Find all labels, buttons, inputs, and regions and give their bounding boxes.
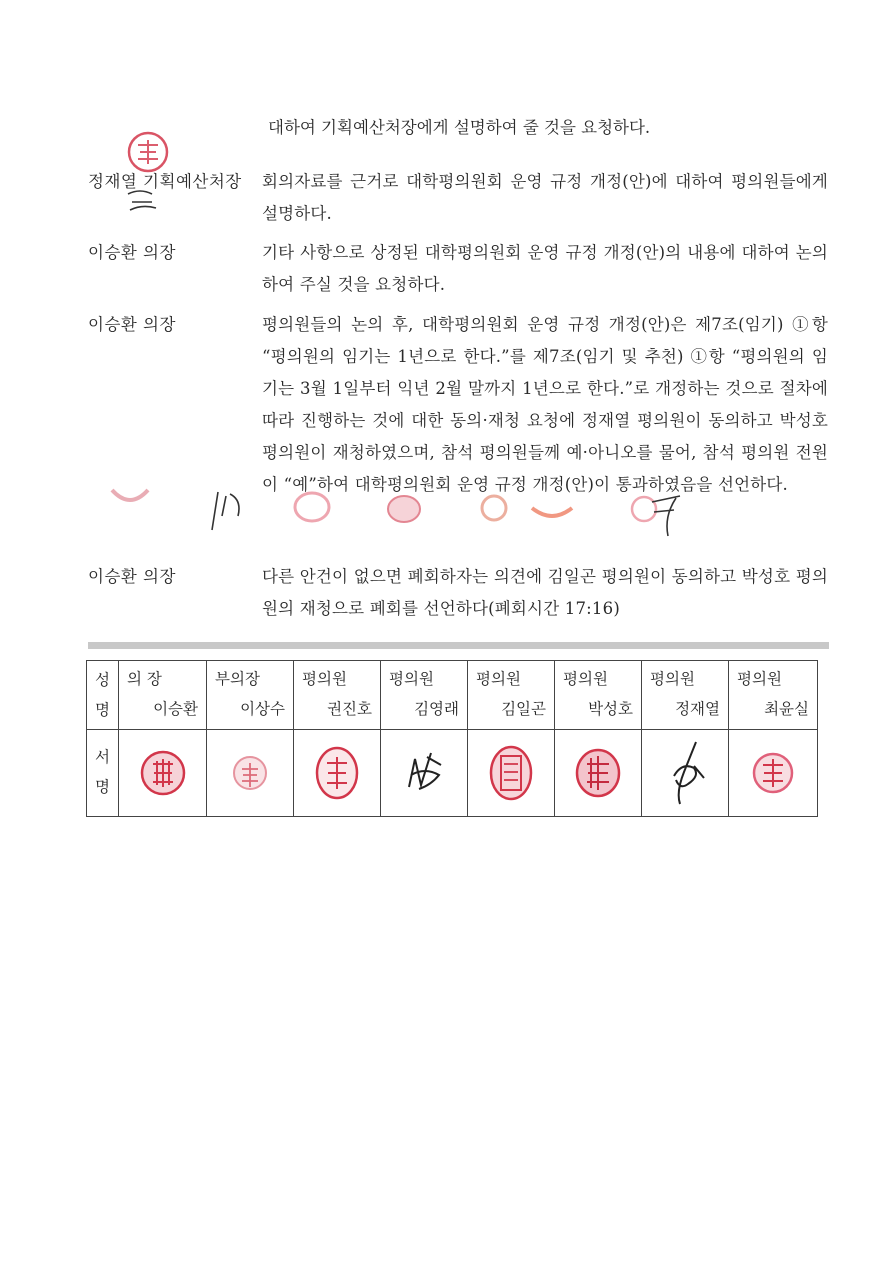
signature-cell	[207, 730, 294, 817]
entry-text: 회의자료를 근거로 대학평의원회 운영 규정 개정(안)에 대하여 평의원들에게 설명하다.	[262, 172, 828, 223]
member-cell	[119, 661, 207, 730]
signature-mark	[401, 745, 447, 801]
signature-row	[87, 730, 818, 817]
seal-stamp	[313, 745, 361, 801]
speaker-label: 이승환 의장	[88, 315, 176, 334]
speaker-label: 정재열 기획예산처장	[88, 172, 242, 191]
seal-stamp	[384, 492, 424, 526]
member-cell	[468, 661, 555, 730]
minutes-entry	[88, 309, 830, 549]
member-role: 부의장	[215, 670, 260, 688]
seal-stamp	[573, 746, 623, 800]
member-name: 김영래	[414, 700, 459, 718]
entry-text: 평의원들의 논의 후, 대학평의원회 운영 규정 개정(안)은 제7조(임기) ①항 “평의원의 임기는 1년으로 한다.”를 제7조(임기 및 추천) ①항 “평의원의 임기는 3월 1일부터 익년 2월 말까지 1년으로 한다.”로 개정하는 것으로 절차에 따라 진행하는 것에 대한 동의·재청 요청에 정재열 평의원이 동의하고 박성호 평의원이 재청하였으며, 참석 평의원들께 예·아니오를 물어, 참석 평의원 전원이 “예”하여 대학평의원회 운영 규정 개정(안)이 통과하였음을 선언하다.	[262, 315, 828, 494]
member-cell	[642, 661, 729, 730]
sign-header-cell	[87, 730, 119, 817]
entry-text: 다른 안건이 없으면 폐회하자는 의견에 김일곤 평의원이 동의하고 박성호 평의원의 재청으로 폐회를 선언하다(폐회시간 17:16)	[262, 567, 828, 618]
minutes-entry	[88, 561, 830, 627]
member-name: 최윤실	[764, 700, 809, 718]
seal-stamp	[292, 490, 332, 524]
seal-stamp	[139, 749, 187, 797]
signature-cell	[119, 730, 207, 817]
signature-cell	[555, 730, 642, 817]
seal-stamp	[751, 749, 795, 797]
signature-mark	[646, 492, 686, 540]
seal-stamp	[474, 492, 514, 524]
name-row	[87, 661, 818, 730]
signature-cell	[729, 730, 818, 817]
member-name: 이승환	[153, 700, 198, 718]
member-cell	[294, 661, 381, 730]
member-role: 평의원	[737, 670, 782, 688]
signature-mark	[122, 186, 162, 214]
section-divider	[88, 642, 829, 649]
entry-text: 기타 사항으로 상정된 대학평의원회 운영 규정 개정(안)의 내용에 대하여 논의하여 주실 것을 요청하다.	[262, 243, 828, 294]
signature-cell	[381, 730, 468, 817]
seal-stamp	[528, 494, 576, 524]
minutes-entry	[88, 166, 830, 232]
seal-stamp	[126, 130, 170, 174]
intro-line: 대하여 기획예산처장에게 설명하여 줄 것을 요청하다.	[268, 118, 651, 137]
speaker-label: 이승환 의장	[88, 243, 176, 262]
member-role: 평의원	[476, 670, 521, 688]
member-cell	[729, 661, 818, 730]
member-role: 평의원	[302, 670, 347, 688]
member-role: 의 장	[127, 670, 162, 688]
sign-header-char: 명	[95, 778, 110, 796]
member-cell	[207, 661, 294, 730]
member-cell	[381, 661, 468, 730]
member-role: 평의원	[389, 670, 434, 688]
signature-cell	[642, 730, 729, 817]
member-name: 이상수	[240, 700, 285, 718]
name-header-char: 성	[95, 671, 110, 689]
signature-mark	[208, 486, 258, 534]
signature-cell	[468, 730, 555, 817]
name-header-char: 명	[95, 701, 110, 719]
member-name: 박성호	[588, 700, 633, 718]
signature-mark	[660, 736, 710, 810]
seal-stamp	[230, 753, 270, 793]
signature-cell	[294, 730, 381, 817]
member-name: 권진호	[327, 700, 372, 718]
speaker-label: 이승환 의장	[88, 567, 176, 586]
member-cell	[555, 661, 642, 730]
member-name: 정재열	[675, 700, 720, 718]
seal-stamp	[488, 744, 534, 802]
member-role: 평의원	[563, 670, 608, 688]
minutes-entry	[88, 237, 830, 303]
sign-header-char: 서	[95, 748, 110, 766]
member-name: 김일곤	[501, 700, 546, 718]
signature-table	[86, 660, 818, 817]
name-header-cell	[87, 661, 119, 730]
member-role: 평의원	[650, 670, 695, 688]
seal-stamp	[108, 484, 152, 510]
